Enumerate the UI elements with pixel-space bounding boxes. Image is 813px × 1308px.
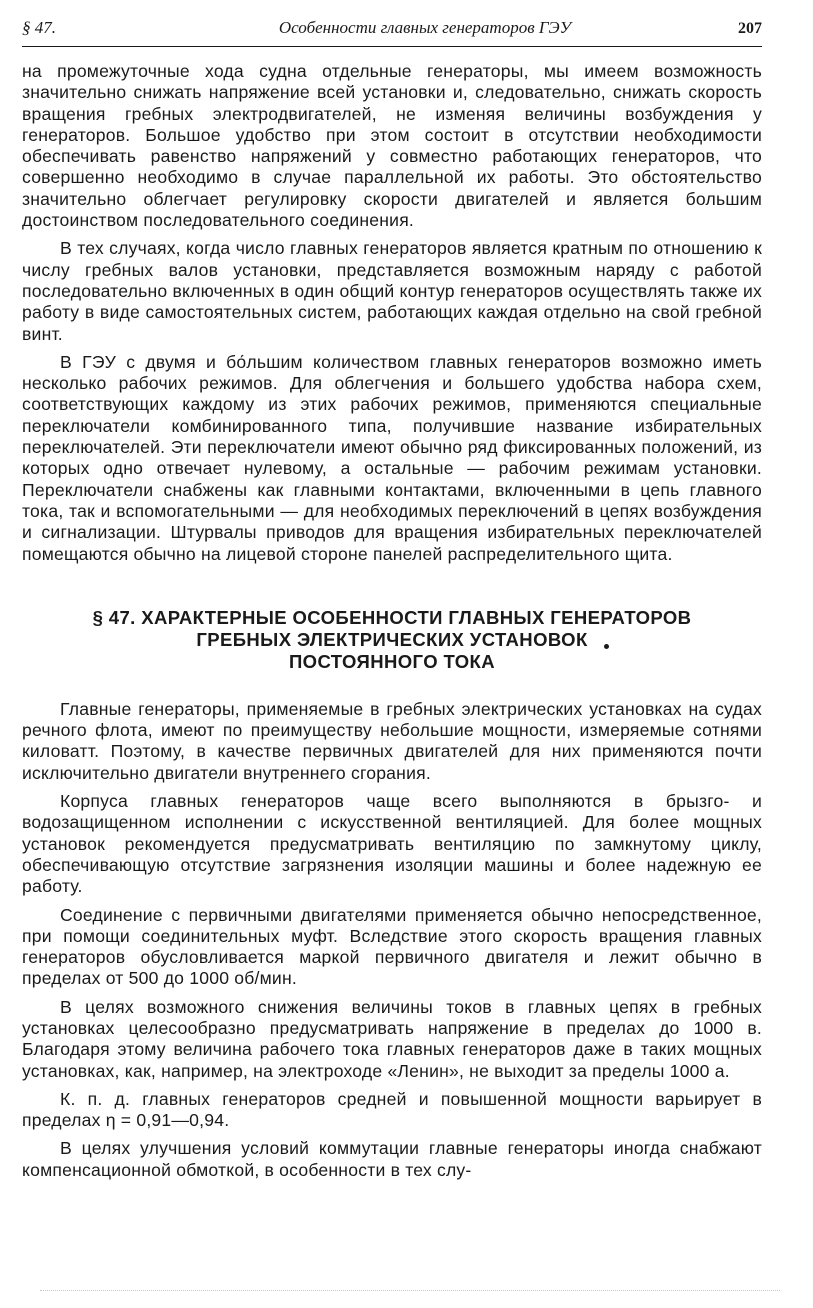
paragraph: Соединение с первичными двигателями применяется обычно непосредственное, при помощи соединительных муфт. Вследствие этого скорость вращения главных генераторов обусловливается маркой первичного двигателя и лежит обычно в пределах от 500 до 1000 об/мин. [22,904,762,989]
paragraph: В ГЭУ с двумя и бо́льшим количеством главных генераторов возможно иметь несколько рабочих режимов. Для облегчения и большего удобства набора схем, соответствующих каждому из этих рабочих режимов, применяются специальные переключатели комбинированного типа, получившие название избирательных переключателей. Эти переключатели имеют обычно ряд фиксированных положений, из которых одно отвечает нулевому, а остальные — рабочим режимам установки. Переключатели снабжены как главными контактами, включенными в цепь главного тока, так и вспомогательными — для необходимых переключений в цепях возбуждения и сигнализации. Штурвалы приводов для вращения избирательных переключателей помещаются обычно на лицевой стороне панелей распределительного щита. [22,351,762,564]
body-text-bottom [22,699,762,1181]
paragraph: В целях улучшения условий коммутации главные генераторы иногда снабжают компенсационной обмоткой, в особенности в тех слу- [22,1138,762,1180]
page-number: 207 [738,20,762,37]
paragraph: на промежуточные хода судна отдельные генераторы, мы имеем возможность значительно снижать напряжение всей установки и, следовательно, снижать скорость вращения гребных электродвигателей, не изменяя величины возбуждения у генераторов. Большое удобство при этом состоит в отсутствии необходимости обеспечивать равенство напряжений у совместно работающих генераторов, что совершенно необходимо в случае параллельной их работы. Это обстоятельство значительно облегчает регулировку скорости двигателей и является большим достоинством последовательного соединения. [22,61,762,231]
section-heading-line: § 47. ХАРАКТЕРНЫЕ ОСОБЕННОСТИ ГЛАВНЫХ ГЕНЕРАТОРОВ [92,606,692,628]
paragraph: К. п. д. главных генераторов средней и повышенной мощности варьирует в пределах η = 0,91—0,94. [22,1088,762,1131]
paragraph: Корпуса главных генераторов чаще всего выполняются в брызго- и водозащищенном исполнении с искусственной вентиляцией. Для более мощных установок рекомендуется предусматривать вентиляцию по замкнутому циклу, обеспечивающую отсутствие загрязнения изоляции машины и более надежную ее работу. [22,791,762,897]
paragraph: В целях возможного снижения величины токов в главных цепях в гребных установках целесообразно предусматривать напряжение в пределах до 1000 в. Благодаря этому величина рабочего тока главных генераторов даже в таких мощных установках, как, например, на электроходе «Ленин», не выходит за пределы 1000 а. [22,996,762,1081]
running-head-section: § 47. [22,18,56,37]
section-heading-line: ПОСТОЯННОГО ТОКА [288,650,496,672]
section-heading [22,607,762,673]
section-heading-line: ГРЕБНЫХ ЭЛЕКТРИЧЕСКИХ УСТАНОВОК [196,628,588,650]
book-page [22,18,762,1188]
print-dot-mark [604,644,609,649]
running-head [22,18,762,46]
paragraph: Главные генераторы, применяемые в гребных электрических установках на судах речного флота, имеют по преимуществу небольшие мощности, измеряемые сотнями киловатт. Поэтому, в качестве первичных двигателей для них применяются почти исключительно двигатели внутреннего сгорания. [22,698,762,783]
running-head-title: Особенности главных генераторов ГЭУ [278,18,572,37]
header-rule [22,46,762,47]
paragraph: В тех случаях, когда число главных генераторов является кратным по отношению к числу гребных валов установки, представляется возможным наряду с работой последовательно включенных в один общий контур генераторов осуществлять также их работу в виде самостоятельных систем, работающих каждая отдельно на свой гребной винт. [22,238,762,344]
scan-noise-line [40,1290,780,1291]
body-text-top [22,61,762,565]
